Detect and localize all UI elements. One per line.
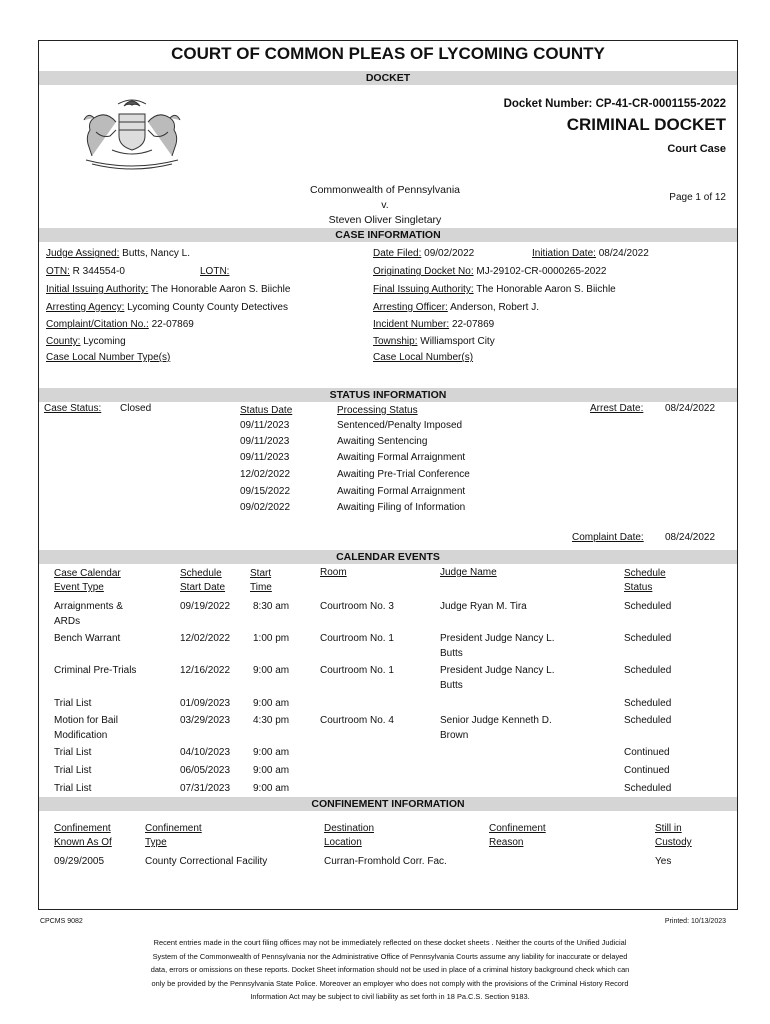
arresting-officer bbox=[373, 302, 539, 313]
confinement-reason-header bbox=[489, 822, 546, 850]
processing-status: Awaiting Filing of Information bbox=[337, 502, 466, 513]
field-value: Anderson, Robert J. bbox=[450, 302, 540, 313]
header-line: Confinement bbox=[54, 823, 111, 834]
header-line: Schedule bbox=[624, 568, 666, 579]
status-date: 09/11/2023 bbox=[240, 452, 290, 463]
calendar-event-type-line: Trial List bbox=[54, 747, 92, 758]
versus: v. bbox=[381, 199, 389, 211]
header-line: Destination bbox=[324, 823, 375, 834]
header-line: Custody bbox=[655, 837, 692, 848]
header-line: Time bbox=[250, 582, 272, 593]
calendar-event-type-line: Trial List bbox=[54, 765, 92, 776]
event-type-header bbox=[54, 567, 121, 595]
calendar-events-bar: CALENDAR EVENTS bbox=[39, 550, 737, 564]
status-date: 09/11/2023 bbox=[240, 420, 290, 431]
calendar-event-type-line: Modification bbox=[54, 730, 108, 741]
docket-number: Docket Number: CP-41-CR-0001155-2022 bbox=[503, 98, 726, 110]
calendar-schedule-status: Scheduled bbox=[624, 665, 672, 676]
calendar-event-type-line: Trial List bbox=[54, 698, 92, 709]
field-value: Williamsport City bbox=[420, 336, 495, 347]
calendar-start-time: 9:00 am bbox=[253, 765, 290, 776]
initiation-date bbox=[532, 248, 649, 259]
field-label: Originating Docket No: bbox=[373, 266, 474, 277]
calendar-event-type bbox=[54, 696, 91, 711]
calendar-start-time: 8:30 am bbox=[253, 601, 290, 612]
field-value: The Honorable Aaron S. Biichle bbox=[150, 284, 291, 295]
field-label: Final Issuing Authority: bbox=[373, 284, 474, 295]
field-value: The Honorable Aaron S. Biichle bbox=[476, 284, 616, 295]
header-line: Confinement bbox=[489, 823, 546, 834]
case-local-numbers bbox=[373, 352, 473, 363]
calendar-start-time: 4:30 pm bbox=[253, 715, 290, 726]
field-label: Incident Number: bbox=[373, 319, 450, 330]
header-line: Case Calendar bbox=[54, 568, 121, 579]
calendar-event-type bbox=[54, 713, 118, 743]
header-line: Start Date bbox=[180, 582, 226, 593]
processing-status-header: Processing Status bbox=[337, 405, 418, 416]
county bbox=[46, 336, 126, 347]
header-line: Event Type bbox=[54, 582, 104, 593]
status-date-header: Status Date bbox=[240, 405, 293, 416]
field-value: R 344554-0 bbox=[72, 266, 125, 277]
calendar-event-type bbox=[54, 599, 123, 629]
calendar-start-date: 12/02/2022 bbox=[180, 633, 231, 644]
judge-assigned bbox=[46, 248, 190, 259]
header-line: Type bbox=[145, 837, 167, 848]
calendar-schedule-status: Scheduled bbox=[624, 715, 672, 726]
court-case-label: Court Case bbox=[667, 143, 726, 155]
printed-date: Printed: 10/13/2023 bbox=[664, 918, 726, 925]
header-line: Known As Of bbox=[54, 837, 112, 848]
complaint-date-value: 08/24/2022 bbox=[665, 532, 716, 543]
calendar-judge-name-line: Brown bbox=[440, 730, 469, 741]
calendar-schedule-status: Scheduled bbox=[624, 633, 672, 644]
calendar-event-type-line: Criminal Pre-Trials bbox=[54, 665, 137, 676]
destination-location-header bbox=[324, 822, 374, 850]
field-label: Case Status: bbox=[44, 403, 102, 414]
header-line: Reason bbox=[489, 837, 524, 848]
header-line: Status bbox=[624, 582, 653, 593]
status-date: 09/02/2022 bbox=[240, 502, 291, 513]
field-label: Initial Issuing Authority: bbox=[46, 284, 149, 295]
calendar-schedule-status: Scheduled bbox=[624, 783, 672, 794]
field-value: 08/24/2022 bbox=[598, 248, 649, 259]
processing-status: Awaiting Sentencing bbox=[337, 436, 428, 447]
field-label: Complaint/Citation No.: bbox=[46, 319, 149, 330]
disclaimer bbox=[80, 936, 700, 1004]
lotn bbox=[200, 266, 229, 277]
disclaimer-line: System of the Commonwealth of Pennsylvania nor the Administrative Office of Pennsylvania Courts assume any liability for inaccurate or delayed bbox=[152, 951, 628, 961]
arrest-date-label: Arrest Date: bbox=[590, 403, 644, 414]
calendar-event-type bbox=[54, 745, 91, 760]
processing-status: Sentenced/Penalty Imposed bbox=[337, 420, 463, 431]
case-caption bbox=[250, 183, 520, 228]
final-issuing-authority bbox=[373, 284, 616, 295]
calendar-start-time: 9:00 am bbox=[253, 747, 290, 758]
arresting-agency bbox=[46, 302, 288, 313]
calendar-room: Courtroom No. 1 bbox=[320, 665, 394, 676]
header-line: Schedule bbox=[180, 568, 222, 579]
room-header: Room bbox=[320, 567, 347, 578]
field-label: Case Local Number(s) bbox=[373, 352, 474, 363]
processing-status: Awaiting Formal Arraignment bbox=[337, 452, 466, 463]
disclaimer-line: only be provided by the Pennsylvania State Police. Moreover an employer who does not comply with the provisions of the Criminal History Record bbox=[151, 978, 629, 988]
field-value: Lycoming County County Detectives bbox=[127, 302, 288, 313]
disclaimer-line: Information Act may be subject to civil liability as set forth in 18 Pa.C.S. Section 9183. bbox=[250, 992, 530, 1001]
calendar-start-time: 9:00 am bbox=[253, 783, 290, 794]
calendar-start-date: 01/09/2023 bbox=[180, 698, 231, 709]
calendar-start-date: 04/10/2023 bbox=[180, 747, 231, 758]
incident-number bbox=[373, 319, 494, 330]
calendar-room: Courtroom No. 1 bbox=[320, 633, 394, 644]
calendar-schedule-status: Continued bbox=[624, 747, 670, 758]
case-status bbox=[44, 403, 101, 414]
confinement-type: County Correctional Facility bbox=[145, 856, 268, 867]
calendar-event-type bbox=[54, 631, 120, 646]
calendar-start-date: 03/29/2023 bbox=[180, 715, 231, 726]
calendar-start-time: 9:00 am bbox=[253, 665, 290, 676]
complaint-citation-no bbox=[46, 319, 194, 330]
processing-status: Awaiting Formal Arraignment bbox=[337, 486, 466, 497]
initial-issuing-authority bbox=[46, 284, 290, 295]
calendar-schedule-status: Scheduled bbox=[624, 698, 672, 709]
calendar-room: Courtroom No. 3 bbox=[320, 601, 394, 612]
field-value: 09/02/2022 bbox=[424, 248, 475, 259]
field-label: Township: bbox=[373, 336, 418, 347]
docket-bar: DOCKET bbox=[39, 71, 737, 85]
complaint-date-label: Complaint Date: bbox=[572, 532, 644, 543]
date-filed bbox=[373, 248, 474, 259]
processing-status: Awaiting Pre-Trial Conference bbox=[337, 469, 470, 480]
judge-name-header: Judge Name bbox=[440, 567, 497, 578]
still-in-custody: Yes bbox=[655, 856, 672, 867]
calendar-start-time: 9:00 am bbox=[253, 698, 290, 709]
disclaimer-line: data, errors or omissions on these reports. Docket Sheet information should not be used in place of a criminal history background check which can bbox=[150, 965, 630, 974]
defendant: Steven Oliver Singletary bbox=[328, 214, 442, 226]
field-value: Butts, Nancy L. bbox=[122, 248, 190, 259]
confinement-known-header bbox=[54, 822, 112, 850]
calendar-event-type-line: Motion for Bail bbox=[54, 715, 118, 726]
field-value: 22-07869 bbox=[451, 319, 495, 330]
schedule-status-header bbox=[624, 567, 666, 595]
confinement-information-bar: CONFINEMENT INFORMATION bbox=[39, 797, 737, 811]
plaintiff: Commonwealth of Pennsylvania bbox=[310, 184, 460, 196]
calendar-room: Courtroom No. 4 bbox=[320, 715, 394, 726]
disclaimer-line: Recent entries made in the court filing offices may not be immediately reflected on these docket sheets . Neither the courts of the Unified Judicial bbox=[153, 938, 627, 947]
start-date-header bbox=[180, 567, 225, 595]
page-number: Page 1 of 12 bbox=[669, 192, 726, 203]
header-line: Confinement bbox=[145, 823, 202, 834]
status-date: 09/15/2022 bbox=[240, 486, 291, 497]
header-line: Start bbox=[250, 568, 272, 579]
case-information-bar: CASE INFORMATION bbox=[39, 228, 737, 242]
calendar-judge-name-line: President Judge Nancy L. bbox=[440, 665, 555, 676]
calendar-judge-name-line: President Judge Nancy L. bbox=[440, 633, 555, 644]
calendar-event-type-line: Bench Warrant bbox=[54, 633, 121, 644]
case-status-value: Closed bbox=[120, 403, 152, 414]
court-title: COURT OF COMMON PLEAS OF LYCOMING COUNTY bbox=[171, 44, 605, 63]
township bbox=[373, 336, 495, 347]
status-information-bar: STATUS INFORMATION bbox=[39, 388, 737, 402]
field-label: LOTN: bbox=[200, 266, 230, 277]
calendar-start-date: 06/05/2023 bbox=[180, 765, 231, 776]
start-time-header bbox=[250, 567, 272, 595]
calendar-judge-name bbox=[440, 631, 555, 661]
status-date: 09/11/2023 bbox=[240, 436, 290, 447]
calendar-event-type-line: Arraignments & bbox=[54, 601, 123, 612]
pennsylvania-coat-of-arms-icon bbox=[72, 92, 192, 172]
calendar-judge-name bbox=[440, 713, 552, 743]
calendar-event-type bbox=[54, 663, 136, 678]
calendar-start-date: 07/31/2023 bbox=[180, 783, 231, 794]
confinement-known-as-of: 09/29/2005 bbox=[54, 856, 105, 867]
field-label: Initiation Date: bbox=[532, 248, 596, 259]
calendar-judge-name bbox=[440, 599, 527, 614]
calendar-start-date: 09/19/2022 bbox=[180, 601, 231, 612]
status-date: 12/02/2022 bbox=[240, 469, 291, 480]
calendar-event-type-line: ARDs bbox=[54, 616, 81, 627]
calendar-start-time: 1:00 pm bbox=[253, 633, 290, 644]
field-label: Case Local Number Type(s) bbox=[46, 352, 171, 363]
calendar-judge-name-line: Judge Ryan M. Tira bbox=[440, 601, 527, 612]
calendar-schedule-status: Continued bbox=[624, 765, 670, 776]
calendar-judge-name-line: Butts bbox=[440, 648, 463, 659]
form-code: CPCMS 9082 bbox=[40, 918, 83, 925]
calendar-event-type bbox=[54, 763, 91, 778]
field-label: Date Filed: bbox=[373, 248, 422, 259]
field-label: Arresting Agency: bbox=[46, 302, 125, 313]
document-type: CRIMINAL DOCKET bbox=[566, 115, 726, 134]
field-label: County: bbox=[46, 336, 81, 347]
case-local-number-types bbox=[46, 352, 170, 363]
calendar-judge-name bbox=[440, 663, 555, 693]
field-label: Judge Assigned: bbox=[46, 248, 120, 259]
calendar-event-type bbox=[54, 781, 91, 796]
originating-docket-no bbox=[373, 266, 606, 277]
field-value: MJ-29102-CR-0000265-2022 bbox=[476, 266, 607, 277]
field-value: Lycoming bbox=[83, 336, 126, 347]
destination-location: Curran-Fromhold Corr. Fac. bbox=[324, 856, 447, 867]
calendar-event-type-line: Trial List bbox=[54, 783, 92, 794]
field-label: Arresting Officer: bbox=[373, 302, 448, 313]
arrest-date-value: 08/24/2022 bbox=[665, 403, 716, 414]
otn bbox=[46, 266, 125, 277]
calendar-start-date: 12/16/2022 bbox=[180, 665, 231, 676]
still-in-custody-header bbox=[655, 822, 692, 850]
confinement-type-header bbox=[145, 822, 202, 850]
calendar-judge-name-line: Butts bbox=[440, 680, 463, 691]
header-line: Still in bbox=[655, 823, 682, 834]
calendar-schedule-status: Scheduled bbox=[624, 601, 672, 612]
field-label: OTN: bbox=[46, 266, 70, 277]
header-line: Location bbox=[324, 837, 362, 848]
calendar-judge-name-line: Senior Judge Kenneth D. bbox=[440, 715, 552, 726]
field-value: 22-07869 bbox=[151, 319, 194, 330]
